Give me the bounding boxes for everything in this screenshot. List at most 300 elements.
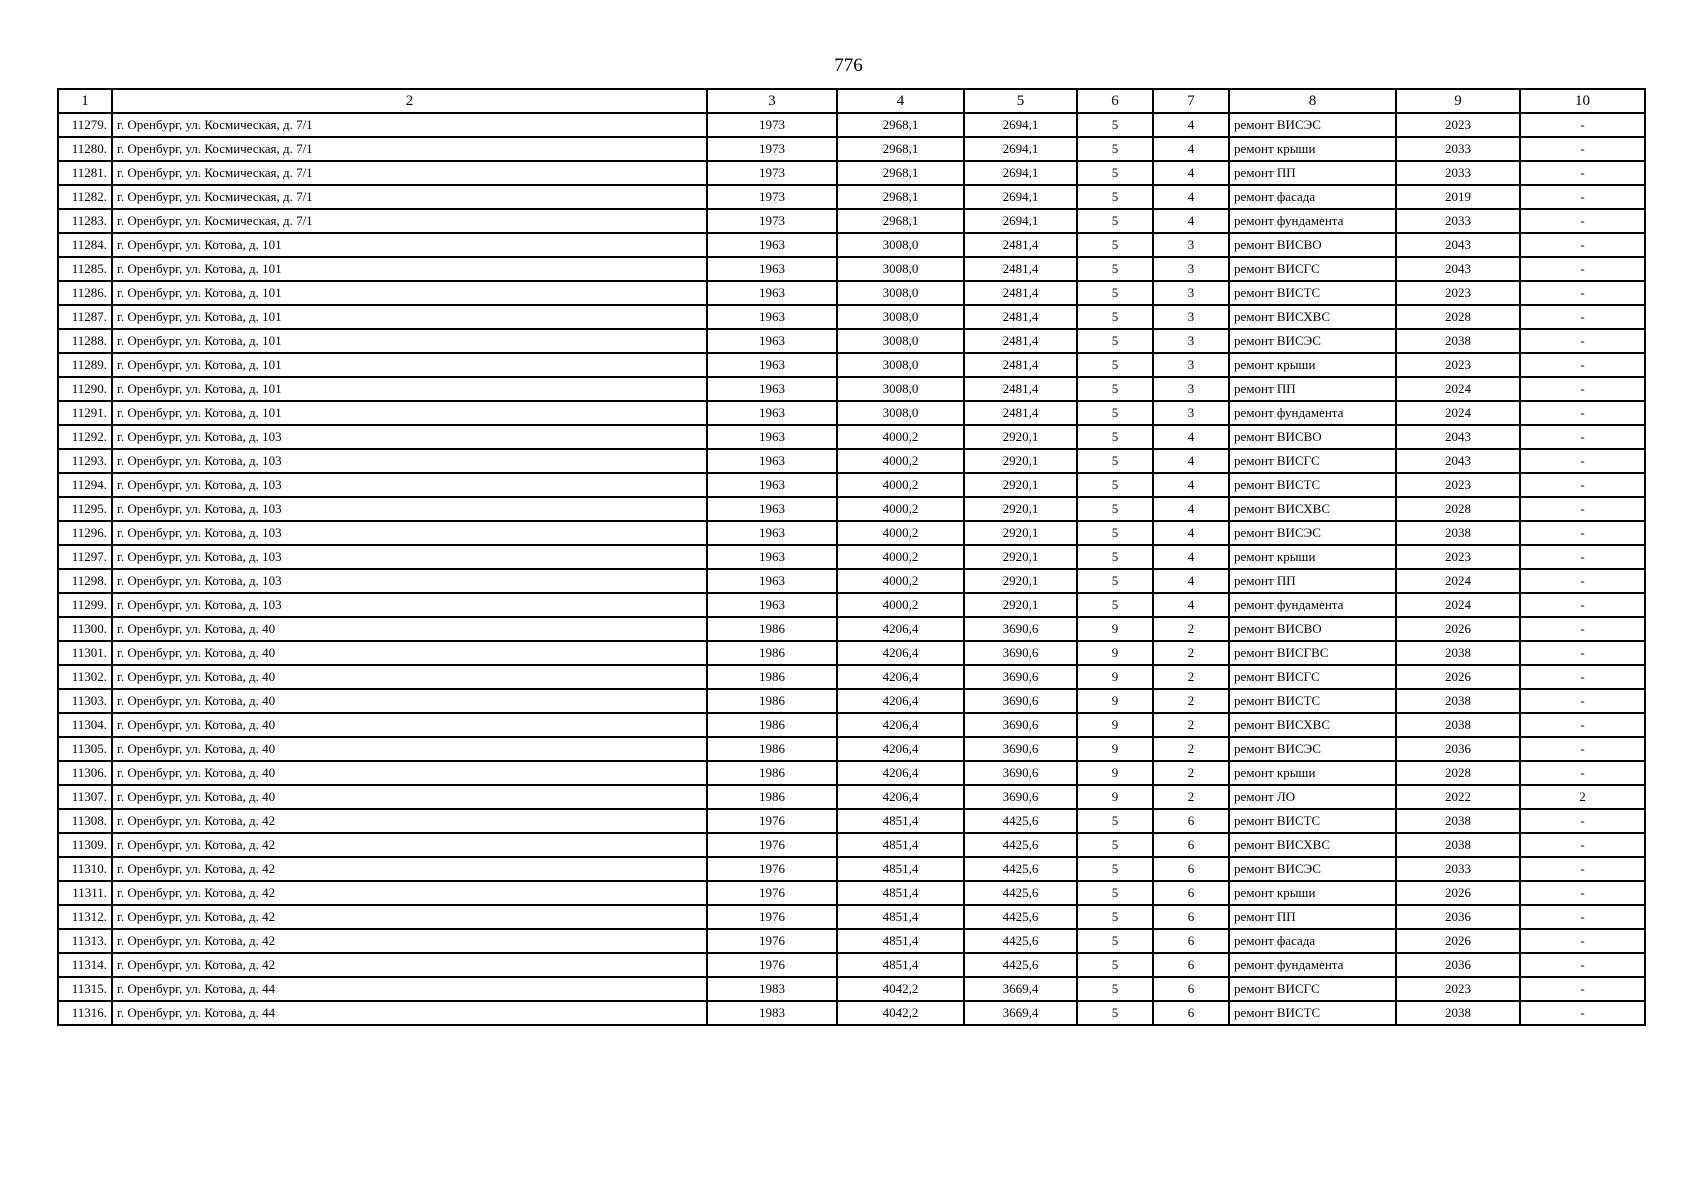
registry-table [57,88,1646,1026]
cell-extra-value: - [1520,809,1645,833]
table-row [58,233,1645,257]
cell-address: г. Оренбург, ул. Котова, д. 101 [112,233,707,257]
cell-work-type: ремонт фундамента [1229,953,1396,977]
column-header-1: 1 [58,89,112,113]
cell-planned-year: 2028 [1396,305,1520,329]
cell-planned-year: 2043 [1396,425,1520,449]
table-row [58,473,1645,497]
cell-row-number: 11299. [58,593,112,617]
cell-entrances: 3 [1153,233,1229,257]
table-row [58,929,1645,953]
cell-address: г. Оренбург, ул. Космическая, д. 7/1 [112,161,707,185]
cell-floors: 5 [1077,377,1153,401]
cell-extra-value: - [1520,137,1645,161]
column-header-4: 4 [837,89,964,113]
cell-living-area: 3669,4 [964,1001,1077,1025]
cell-planned-year: 2038 [1396,809,1520,833]
cell-total-area: 4851,4 [837,953,964,977]
cell-entrances: 2 [1153,737,1229,761]
cell-extra-value: - [1520,377,1645,401]
cell-year-built: 1963 [707,257,837,281]
cell-row-number: 11301. [58,641,112,665]
cell-row-number: 11286. [58,281,112,305]
cell-year-built: 1963 [707,305,837,329]
cell-work-type: ремонт ВИСТС [1229,1001,1396,1025]
cell-floors: 5 [1077,497,1153,521]
cell-work-type: ремонт ВИСТС [1229,473,1396,497]
cell-row-number: 11284. [58,233,112,257]
cell-extra-value: - [1520,857,1645,881]
cell-total-area: 4000,2 [837,497,964,521]
cell-living-area: 2920,1 [964,497,1077,521]
cell-year-built: 1973 [707,185,837,209]
cell-planned-year: 2033 [1396,161,1520,185]
cell-total-area: 4851,4 [837,833,964,857]
cell-extra-value: - [1520,641,1645,665]
cell-entrances: 2 [1153,665,1229,689]
cell-year-built: 1963 [707,401,837,425]
cell-extra-value: - [1520,185,1645,209]
table-row [58,905,1645,929]
cell-extra-value: - [1520,257,1645,281]
column-header-9: 9 [1396,89,1520,113]
cell-floors: 5 [1077,881,1153,905]
table-row [58,833,1645,857]
cell-address: г. Оренбург, ул. Котова, д. 103 [112,473,707,497]
cell-address: г. Оренбург, ул. Котова, д. 103 [112,449,707,473]
cell-year-built: 1963 [707,233,837,257]
table-row [58,497,1645,521]
cell-extra-value: - [1520,113,1645,137]
cell-entrances: 3 [1153,329,1229,353]
cell-living-area: 2694,1 [964,185,1077,209]
cell-entrances: 6 [1153,833,1229,857]
cell-extra-value: - [1520,353,1645,377]
table-row [58,857,1645,881]
cell-living-area: 2920,1 [964,545,1077,569]
cell-year-built: 1983 [707,977,837,1001]
cell-total-area: 4206,4 [837,737,964,761]
cell-extra-value: - [1520,737,1645,761]
cell-work-type: ремонт ПП [1229,377,1396,401]
cell-extra-value: - [1520,329,1645,353]
cell-floors: 9 [1077,641,1153,665]
cell-extra-value: - [1520,401,1645,425]
table-row [58,713,1645,737]
cell-row-number: 11311. [58,881,112,905]
cell-address: г. Оренбург, ул. Котова, д. 42 [112,905,707,929]
cell-address: г. Оренбург, ул. Котова, д. 42 [112,953,707,977]
cell-work-type: ремонт ВИСТС [1229,281,1396,305]
cell-work-type: ремонт ПП [1229,569,1396,593]
cell-work-type: ремонт крыши [1229,881,1396,905]
cell-total-area: 4042,2 [837,977,964,1001]
cell-extra-value: - [1520,473,1645,497]
cell-total-area: 4206,4 [837,689,964,713]
table-row [58,305,1645,329]
cell-floors: 5 [1077,857,1153,881]
cell-total-area: 4206,4 [837,761,964,785]
cell-extra-value: - [1520,161,1645,185]
table-row [58,161,1645,185]
cell-living-area: 4425,6 [964,929,1077,953]
cell-extra-value: - [1520,521,1645,545]
cell-planned-year: 2023 [1396,977,1520,1001]
cell-planned-year: 2038 [1396,689,1520,713]
cell-living-area: 2920,1 [964,521,1077,545]
cell-address: г. Оренбург, ул. Космическая, д. 7/1 [112,209,707,233]
cell-entrances: 2 [1153,713,1229,737]
cell-floors: 5 [1077,233,1153,257]
cell-address: г. Оренбург, ул. Котова, д. 42 [112,809,707,833]
cell-address: г. Оренбург, ул. Котова, д. 101 [112,353,707,377]
cell-living-area: 3690,6 [964,785,1077,809]
cell-year-built: 1986 [707,785,837,809]
cell-total-area: 4000,2 [837,545,964,569]
cell-year-built: 1986 [707,761,837,785]
cell-living-area: 2694,1 [964,137,1077,161]
cell-floors: 9 [1077,689,1153,713]
cell-work-type: ремонт ВИСВО [1229,233,1396,257]
cell-address: г. Оренбург, ул. Котова, д. 101 [112,401,707,425]
cell-entrances: 4 [1153,137,1229,161]
cell-work-type: ремонт фундамента [1229,401,1396,425]
cell-work-type: ремонт ВИСГС [1229,449,1396,473]
cell-entrances: 2 [1153,785,1229,809]
cell-entrances: 4 [1153,449,1229,473]
cell-entrances: 6 [1153,953,1229,977]
cell-planned-year: 2043 [1396,257,1520,281]
cell-total-area: 2968,1 [837,137,964,161]
cell-entrances: 4 [1153,521,1229,545]
cell-year-built: 1986 [707,737,837,761]
cell-row-number: 11302. [58,665,112,689]
cell-address: г. Оренбург, ул. Котова, д. 40 [112,617,707,641]
table-row [58,209,1645,233]
header-row [58,89,1645,113]
table-row [58,881,1645,905]
cell-floors: 5 [1077,569,1153,593]
cell-work-type: ремонт фасада [1229,185,1396,209]
cell-work-type: ремонт ВИСТС [1229,809,1396,833]
cell-total-area: 3008,0 [837,329,964,353]
cell-row-number: 11298. [58,569,112,593]
cell-living-area: 2920,1 [964,473,1077,497]
cell-address: г. Оренбург, ул. Космическая, д. 7/1 [112,113,707,137]
cell-address: г. Оренбург, ул. Котова, д. 103 [112,425,707,449]
cell-floors: 5 [1077,185,1153,209]
cell-entrances: 2 [1153,617,1229,641]
cell-row-number: 11285. [58,257,112,281]
cell-work-type: ремонт крыши [1229,353,1396,377]
cell-extra-value: - [1520,689,1645,713]
cell-living-area: 2920,1 [964,593,1077,617]
cell-address: г. Оренбург, ул. Космическая, д. 7/1 [112,137,707,161]
cell-living-area: 3690,6 [964,665,1077,689]
cell-extra-value: - [1520,425,1645,449]
cell-entrances: 6 [1153,809,1229,833]
cell-living-area: 2694,1 [964,209,1077,233]
cell-year-built: 1973 [707,113,837,137]
cell-work-type: ремонт ВИСЭС [1229,521,1396,545]
cell-work-type: ремонт ПП [1229,161,1396,185]
cell-work-type: ремонт фундамента [1229,209,1396,233]
column-header-7: 7 [1153,89,1229,113]
cell-address: г. Оренбург, ул. Котова, д. 40 [112,761,707,785]
cell-address: г. Оренбург, ул. Котова, д. 42 [112,833,707,857]
cell-row-number: 11316. [58,1001,112,1025]
column-header-5: 5 [964,89,1077,113]
cell-floors: 9 [1077,737,1153,761]
cell-living-area: 2481,4 [964,377,1077,401]
cell-living-area: 2920,1 [964,569,1077,593]
cell-row-number: 11289. [58,353,112,377]
cell-extra-value: - [1520,881,1645,905]
cell-living-area: 3690,6 [964,641,1077,665]
cell-living-area: 2481,4 [964,401,1077,425]
cell-planned-year: 2033 [1396,209,1520,233]
cell-row-number: 11281. [58,161,112,185]
cell-entrances: 4 [1153,497,1229,521]
cell-year-built: 1986 [707,641,837,665]
cell-work-type: ремонт ВИСГВС [1229,641,1396,665]
cell-year-built: 1976 [707,953,837,977]
cell-planned-year: 2026 [1396,617,1520,641]
cell-entrances: 3 [1153,401,1229,425]
cell-floors: 5 [1077,521,1153,545]
cell-work-type: ремонт фундамента [1229,593,1396,617]
cell-entrances: 2 [1153,761,1229,785]
cell-floors: 5 [1077,809,1153,833]
cell-floors: 9 [1077,713,1153,737]
cell-living-area: 4425,6 [964,833,1077,857]
cell-total-area: 4851,4 [837,809,964,833]
cell-extra-value: - [1520,497,1645,521]
cell-year-built: 1986 [707,617,837,641]
table-row [58,953,1645,977]
cell-year-built: 1976 [707,881,837,905]
cell-planned-year: 2024 [1396,401,1520,425]
cell-work-type: ремонт ВИСВО [1229,425,1396,449]
table-row [58,449,1645,473]
cell-extra-value: - [1520,233,1645,257]
cell-floors: 5 [1077,209,1153,233]
cell-living-area: 2920,1 [964,449,1077,473]
cell-year-built: 1963 [707,425,837,449]
cell-total-area: 3008,0 [837,281,964,305]
column-header-3: 3 [707,89,837,113]
cell-year-built: 1963 [707,473,837,497]
cell-address: г. Оренбург, ул. Котова, д. 40 [112,737,707,761]
cell-planned-year: 2023 [1396,353,1520,377]
table-row [58,569,1645,593]
cell-entrances: 4 [1153,593,1229,617]
cell-row-number: 11307. [58,785,112,809]
cell-living-area: 2481,4 [964,233,1077,257]
cell-work-type: ремонт ВИСХВС [1229,713,1396,737]
cell-address: г. Оренбург, ул. Котова, д. 40 [112,713,707,737]
cell-planned-year: 2024 [1396,593,1520,617]
cell-extra-value: - [1520,617,1645,641]
cell-address: г. Оренбург, ул. Космическая, д. 7/1 [112,185,707,209]
table-row [58,545,1645,569]
cell-planned-year: 2019 [1396,185,1520,209]
column-header-2: 2 [112,89,707,113]
cell-total-area: 4000,2 [837,569,964,593]
table-row [58,137,1645,161]
cell-row-number: 11314. [58,953,112,977]
cell-total-area: 3008,0 [837,233,964,257]
cell-entrances: 4 [1153,185,1229,209]
cell-extra-value: - [1520,665,1645,689]
cell-total-area: 2968,1 [837,161,964,185]
column-header-10: 10 [1520,89,1645,113]
cell-entrances: 6 [1153,929,1229,953]
cell-address: г. Оренбург, ул. Котова, д. 42 [112,857,707,881]
column-header-8: 8 [1229,89,1396,113]
cell-address: г. Оренбург, ул. Котова, д. 101 [112,281,707,305]
cell-year-built: 1963 [707,329,837,353]
cell-extra-value: - [1520,713,1645,737]
table-row [58,1001,1645,1025]
cell-planned-year: 2038 [1396,641,1520,665]
cell-work-type: ремонт ВИСГС [1229,665,1396,689]
cell-planned-year: 2023 [1396,545,1520,569]
cell-work-type: ремонт крыши [1229,137,1396,161]
cell-living-area: 2481,4 [964,329,1077,353]
cell-extra-value: - [1520,305,1645,329]
cell-entrances: 6 [1153,881,1229,905]
cell-planned-year: 2038 [1396,1001,1520,1025]
cell-floors: 5 [1077,1001,1153,1025]
cell-work-type: ремонт ПП [1229,905,1396,929]
cell-row-number: 11294. [58,473,112,497]
cell-total-area: 4000,2 [837,425,964,449]
cell-row-number: 11303. [58,689,112,713]
cell-planned-year: 2024 [1396,377,1520,401]
cell-address: г. Оренбург, ул. Котова, д. 44 [112,1001,707,1025]
cell-total-area: 4206,4 [837,617,964,641]
cell-entrances: 4 [1153,113,1229,137]
cell-total-area: 4000,2 [837,593,964,617]
cell-planned-year: 2022 [1396,785,1520,809]
cell-year-built: 1963 [707,377,837,401]
cell-entrances: 4 [1153,425,1229,449]
cell-row-number: 11304. [58,713,112,737]
cell-extra-value: - [1520,593,1645,617]
cell-living-area: 4425,6 [964,953,1077,977]
cell-floors: 9 [1077,785,1153,809]
cell-row-number: 11315. [58,977,112,1001]
cell-total-area: 2968,1 [837,113,964,137]
cell-work-type: ремонт ВИСЭС [1229,737,1396,761]
cell-row-number: 11300. [58,617,112,641]
cell-planned-year: 2028 [1396,497,1520,521]
cell-work-type: ремонт ВИСТС [1229,689,1396,713]
cell-year-built: 1973 [707,209,837,233]
cell-living-area: 2694,1 [964,161,1077,185]
cell-extra-value: - [1520,905,1645,929]
cell-work-type: ремонт ВИСХВС [1229,497,1396,521]
cell-extra-value: - [1520,281,1645,305]
cell-address: г. Оренбург, ул. Котова, д. 40 [112,641,707,665]
cell-row-number: 11296. [58,521,112,545]
cell-total-area: 4206,4 [837,665,964,689]
cell-planned-year: 2023 [1396,113,1520,137]
cell-extra-value: - [1520,545,1645,569]
cell-row-number: 11282. [58,185,112,209]
cell-floors: 5 [1077,137,1153,161]
cell-living-area: 3690,6 [964,737,1077,761]
cell-living-area: 3690,6 [964,761,1077,785]
cell-work-type: ремонт крыши [1229,545,1396,569]
cell-entrances: 3 [1153,257,1229,281]
cell-living-area: 2481,4 [964,257,1077,281]
cell-row-number: 11309. [58,833,112,857]
table-row [58,689,1645,713]
cell-entrances: 6 [1153,1001,1229,1025]
table-row [58,785,1645,809]
cell-extra-value: 2 [1520,785,1645,809]
cell-address: г. Оренбург, ул. Котова, д. 103 [112,497,707,521]
cell-planned-year: 2036 [1396,905,1520,929]
cell-year-built: 1986 [707,713,837,737]
cell-entrances: 6 [1153,857,1229,881]
cell-planned-year: 2043 [1396,233,1520,257]
cell-total-area: 3008,0 [837,257,964,281]
cell-living-area: 3690,6 [964,713,1077,737]
cell-floors: 5 [1077,473,1153,497]
table-row [58,761,1645,785]
cell-total-area: 2968,1 [837,209,964,233]
cell-address: г. Оренбург, ул. Котова, д. 40 [112,665,707,689]
cell-total-area: 4851,4 [837,881,964,905]
cell-row-number: 11297. [58,545,112,569]
cell-extra-value: - [1520,953,1645,977]
table-body [58,113,1645,1025]
cell-total-area: 4000,2 [837,473,964,497]
cell-floors: 5 [1077,449,1153,473]
cell-floors: 5 [1077,425,1153,449]
cell-floors: 5 [1077,305,1153,329]
cell-total-area: 4206,4 [837,713,964,737]
cell-row-number: 11283. [58,209,112,233]
cell-year-built: 1963 [707,449,837,473]
table-row [58,353,1645,377]
table-row [58,977,1645,1001]
cell-year-built: 1973 [707,137,837,161]
cell-floors: 5 [1077,929,1153,953]
table-row [58,185,1645,209]
cell-entrances: 3 [1153,281,1229,305]
cell-entrances: 4 [1153,209,1229,233]
cell-entrances: 6 [1153,905,1229,929]
cell-row-number: 11305. [58,737,112,761]
cell-living-area: 2481,4 [964,305,1077,329]
cell-address: г. Оренбург, ул. Котова, д. 103 [112,593,707,617]
table-row [58,617,1645,641]
cell-year-built: 1976 [707,857,837,881]
table-row [58,329,1645,353]
cell-entrances: 4 [1153,161,1229,185]
cell-living-area: 2481,4 [964,281,1077,305]
cell-floors: 5 [1077,401,1153,425]
table-row [58,257,1645,281]
cell-work-type: ремонт ВИСГС [1229,977,1396,1001]
cell-entrances: 3 [1153,377,1229,401]
cell-row-number: 11292. [58,425,112,449]
column-header-6: 6 [1077,89,1153,113]
